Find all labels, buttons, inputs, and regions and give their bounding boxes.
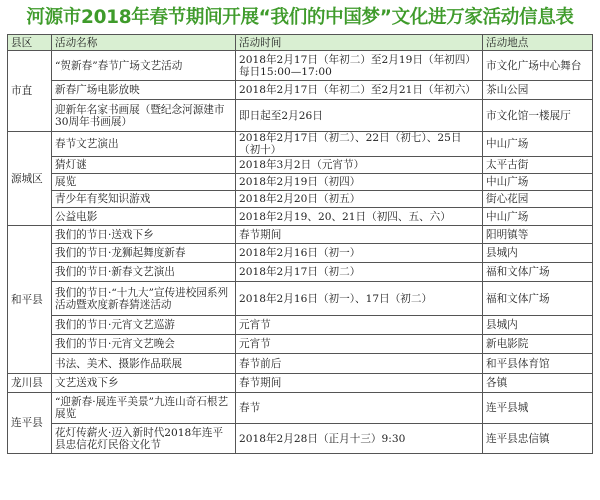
table-row bbox=[8, 424, 593, 454]
activity-place-cell: 福和文体广场 bbox=[483, 282, 593, 316]
activity-time-cell: 春节期间 bbox=[236, 226, 483, 244]
activity-time-cell: 2018年2月17日（年初二）至2月19日（年初四）每日15:00—17:00 bbox=[236, 51, 483, 81]
activity-place-cell: 福和文体广场 bbox=[483, 263, 593, 282]
activity-time-cell: 2018年2月17日（年初二）至2月21日（年初六） bbox=[236, 81, 483, 100]
activity-place-cell: 中山广场 bbox=[483, 208, 593, 226]
table-row bbox=[8, 226, 593, 244]
activity-time-cell: 春节前后 bbox=[236, 354, 483, 374]
county-cell: 市直 bbox=[8, 51, 52, 132]
activity-name-cell: 我们的节日·“十九大”宣传进校园系列活动暨欢度新春猜迷活动 bbox=[52, 282, 236, 316]
activity-name-cell: 展览 bbox=[52, 174, 236, 191]
activity-place-cell: 县城内 bbox=[483, 244, 593, 263]
table-row bbox=[8, 316, 593, 335]
table-row bbox=[8, 51, 593, 81]
page-title: 河源市2018年春节期间开展“我们的中国梦”文化进万家活动信息表 bbox=[26, 7, 574, 28]
activity-name-cell: “贺新春”春节广场文艺活动 bbox=[52, 51, 236, 81]
table-row bbox=[8, 100, 593, 132]
county-cell: 连平县 bbox=[8, 393, 52, 454]
activity-place-cell: 阳明镇等 bbox=[483, 226, 593, 244]
activity-name-cell: 我们的节日·新春文艺演出 bbox=[52, 263, 236, 282]
activity-time-cell: 2018年2月16日（初一）、17日（初二） bbox=[236, 282, 483, 316]
activity-time-cell: 2018年2月16日（初一） bbox=[236, 244, 483, 263]
table-row bbox=[8, 282, 593, 316]
activity-time-cell: 春节期间 bbox=[236, 374, 483, 393]
county-cell: 龙川县 bbox=[8, 374, 52, 393]
activity-place-cell: 街心花园 bbox=[483, 191, 593, 208]
activity-name-cell: 我们的节日·元宵文艺巡游 bbox=[52, 316, 236, 335]
activity-place-cell: 中山广场 bbox=[483, 174, 593, 191]
activity-place-cell: 各镇 bbox=[483, 374, 593, 393]
county-cell: 和平县 bbox=[8, 226, 52, 374]
table-row bbox=[8, 81, 593, 100]
activity-time-cell: 元宵节 bbox=[236, 335, 483, 354]
activity-name-cell: 猜灯谜 bbox=[52, 157, 236, 174]
table-row bbox=[8, 157, 593, 174]
activity-name-cell: 我们的节日·龙狮起舞度新春 bbox=[52, 244, 236, 263]
activity-name-cell: 我们的节日·送戏下乡 bbox=[52, 226, 236, 244]
activity-name-cell: 书法、美术、摄影作品联展 bbox=[52, 354, 236, 374]
county-cell: 源城区 bbox=[8, 132, 52, 226]
activity-time-cell: 2018年2月19、20、21日（初四、五、六） bbox=[236, 208, 483, 226]
table-row bbox=[8, 354, 593, 374]
activity-time-cell: 2018年2月17日（初二） bbox=[236, 263, 483, 282]
activity-place-cell: 县城内 bbox=[483, 316, 593, 335]
activity-place-cell: 茶山公园 bbox=[483, 81, 593, 100]
table-row bbox=[8, 191, 593, 208]
activity-time-cell: 2018年3月2日（元宵节） bbox=[236, 157, 483, 174]
activity-table bbox=[7, 34, 593, 454]
activity-time-cell: 春节 bbox=[236, 393, 483, 424]
activity-name-cell: 公益电影 bbox=[52, 208, 236, 226]
table-row bbox=[8, 132, 593, 157]
activity-time-cell: 2018年2月19日（初四） bbox=[236, 174, 483, 191]
activity-name-cell: “迎新春·展连平美景”九连山奇石根艺展览 bbox=[52, 393, 236, 424]
activity-place-cell: 连平县忠信镇 bbox=[483, 424, 593, 454]
activity-time-cell: 2018年2月17日（初二）、22日（初七）、25日（初十） bbox=[236, 132, 483, 157]
table-row bbox=[8, 335, 593, 354]
activity-time-cell: 元宵节 bbox=[236, 316, 483, 335]
header-row bbox=[8, 35, 593, 51]
activity-place-cell: 太平古街 bbox=[483, 157, 593, 174]
activity-time-cell: 2018年2月20日（初五） bbox=[236, 191, 483, 208]
activity-name-cell: 春节文艺演出 bbox=[52, 132, 236, 157]
activity-name-cell: 新春广场电影放映 bbox=[52, 81, 236, 100]
table-row bbox=[8, 208, 593, 226]
table-row bbox=[8, 174, 593, 191]
header-activity-place: 活动地点 bbox=[483, 35, 593, 51]
activity-time-cell: 即日起至2月26日 bbox=[236, 100, 483, 132]
activity-name-cell: 青少年有奖知识游戏 bbox=[52, 191, 236, 208]
activity-name-cell: 迎新年名家书画展（暨纪念河源建市30周年书画展） bbox=[52, 100, 236, 132]
activity-name-cell: 我们的节日·元宵文艺晚会 bbox=[52, 335, 236, 354]
table-body bbox=[8, 51, 593, 454]
activity-name-cell: 花灯传薪火·迈入新时代2018年连平县忠信花灯民俗文化节 bbox=[52, 424, 236, 454]
activity-place-cell: 市文化馆一楼展厅 bbox=[483, 100, 593, 132]
activity-place-cell: 中山广场 bbox=[483, 132, 593, 157]
table-row bbox=[8, 374, 593, 393]
activity-name-cell: 文艺送戏下乡 bbox=[52, 374, 236, 393]
table-row bbox=[8, 393, 593, 424]
header-county: 县区 bbox=[8, 35, 52, 51]
activity-place-cell: 连平县城 bbox=[483, 393, 593, 424]
header-activity-name: 活动名称 bbox=[52, 35, 236, 51]
activity-place-cell: 新电影院 bbox=[483, 335, 593, 354]
activity-time-cell: 2018年2月28日（正月十三）9:30 bbox=[236, 424, 483, 454]
header-activity-time: 活动时间 bbox=[236, 35, 483, 51]
activity-place-cell: 和平县体育馆 bbox=[483, 354, 593, 374]
table-row bbox=[8, 263, 593, 282]
table-row bbox=[8, 244, 593, 263]
activity-place-cell: 市文化广场中心舞台 bbox=[483, 51, 593, 81]
